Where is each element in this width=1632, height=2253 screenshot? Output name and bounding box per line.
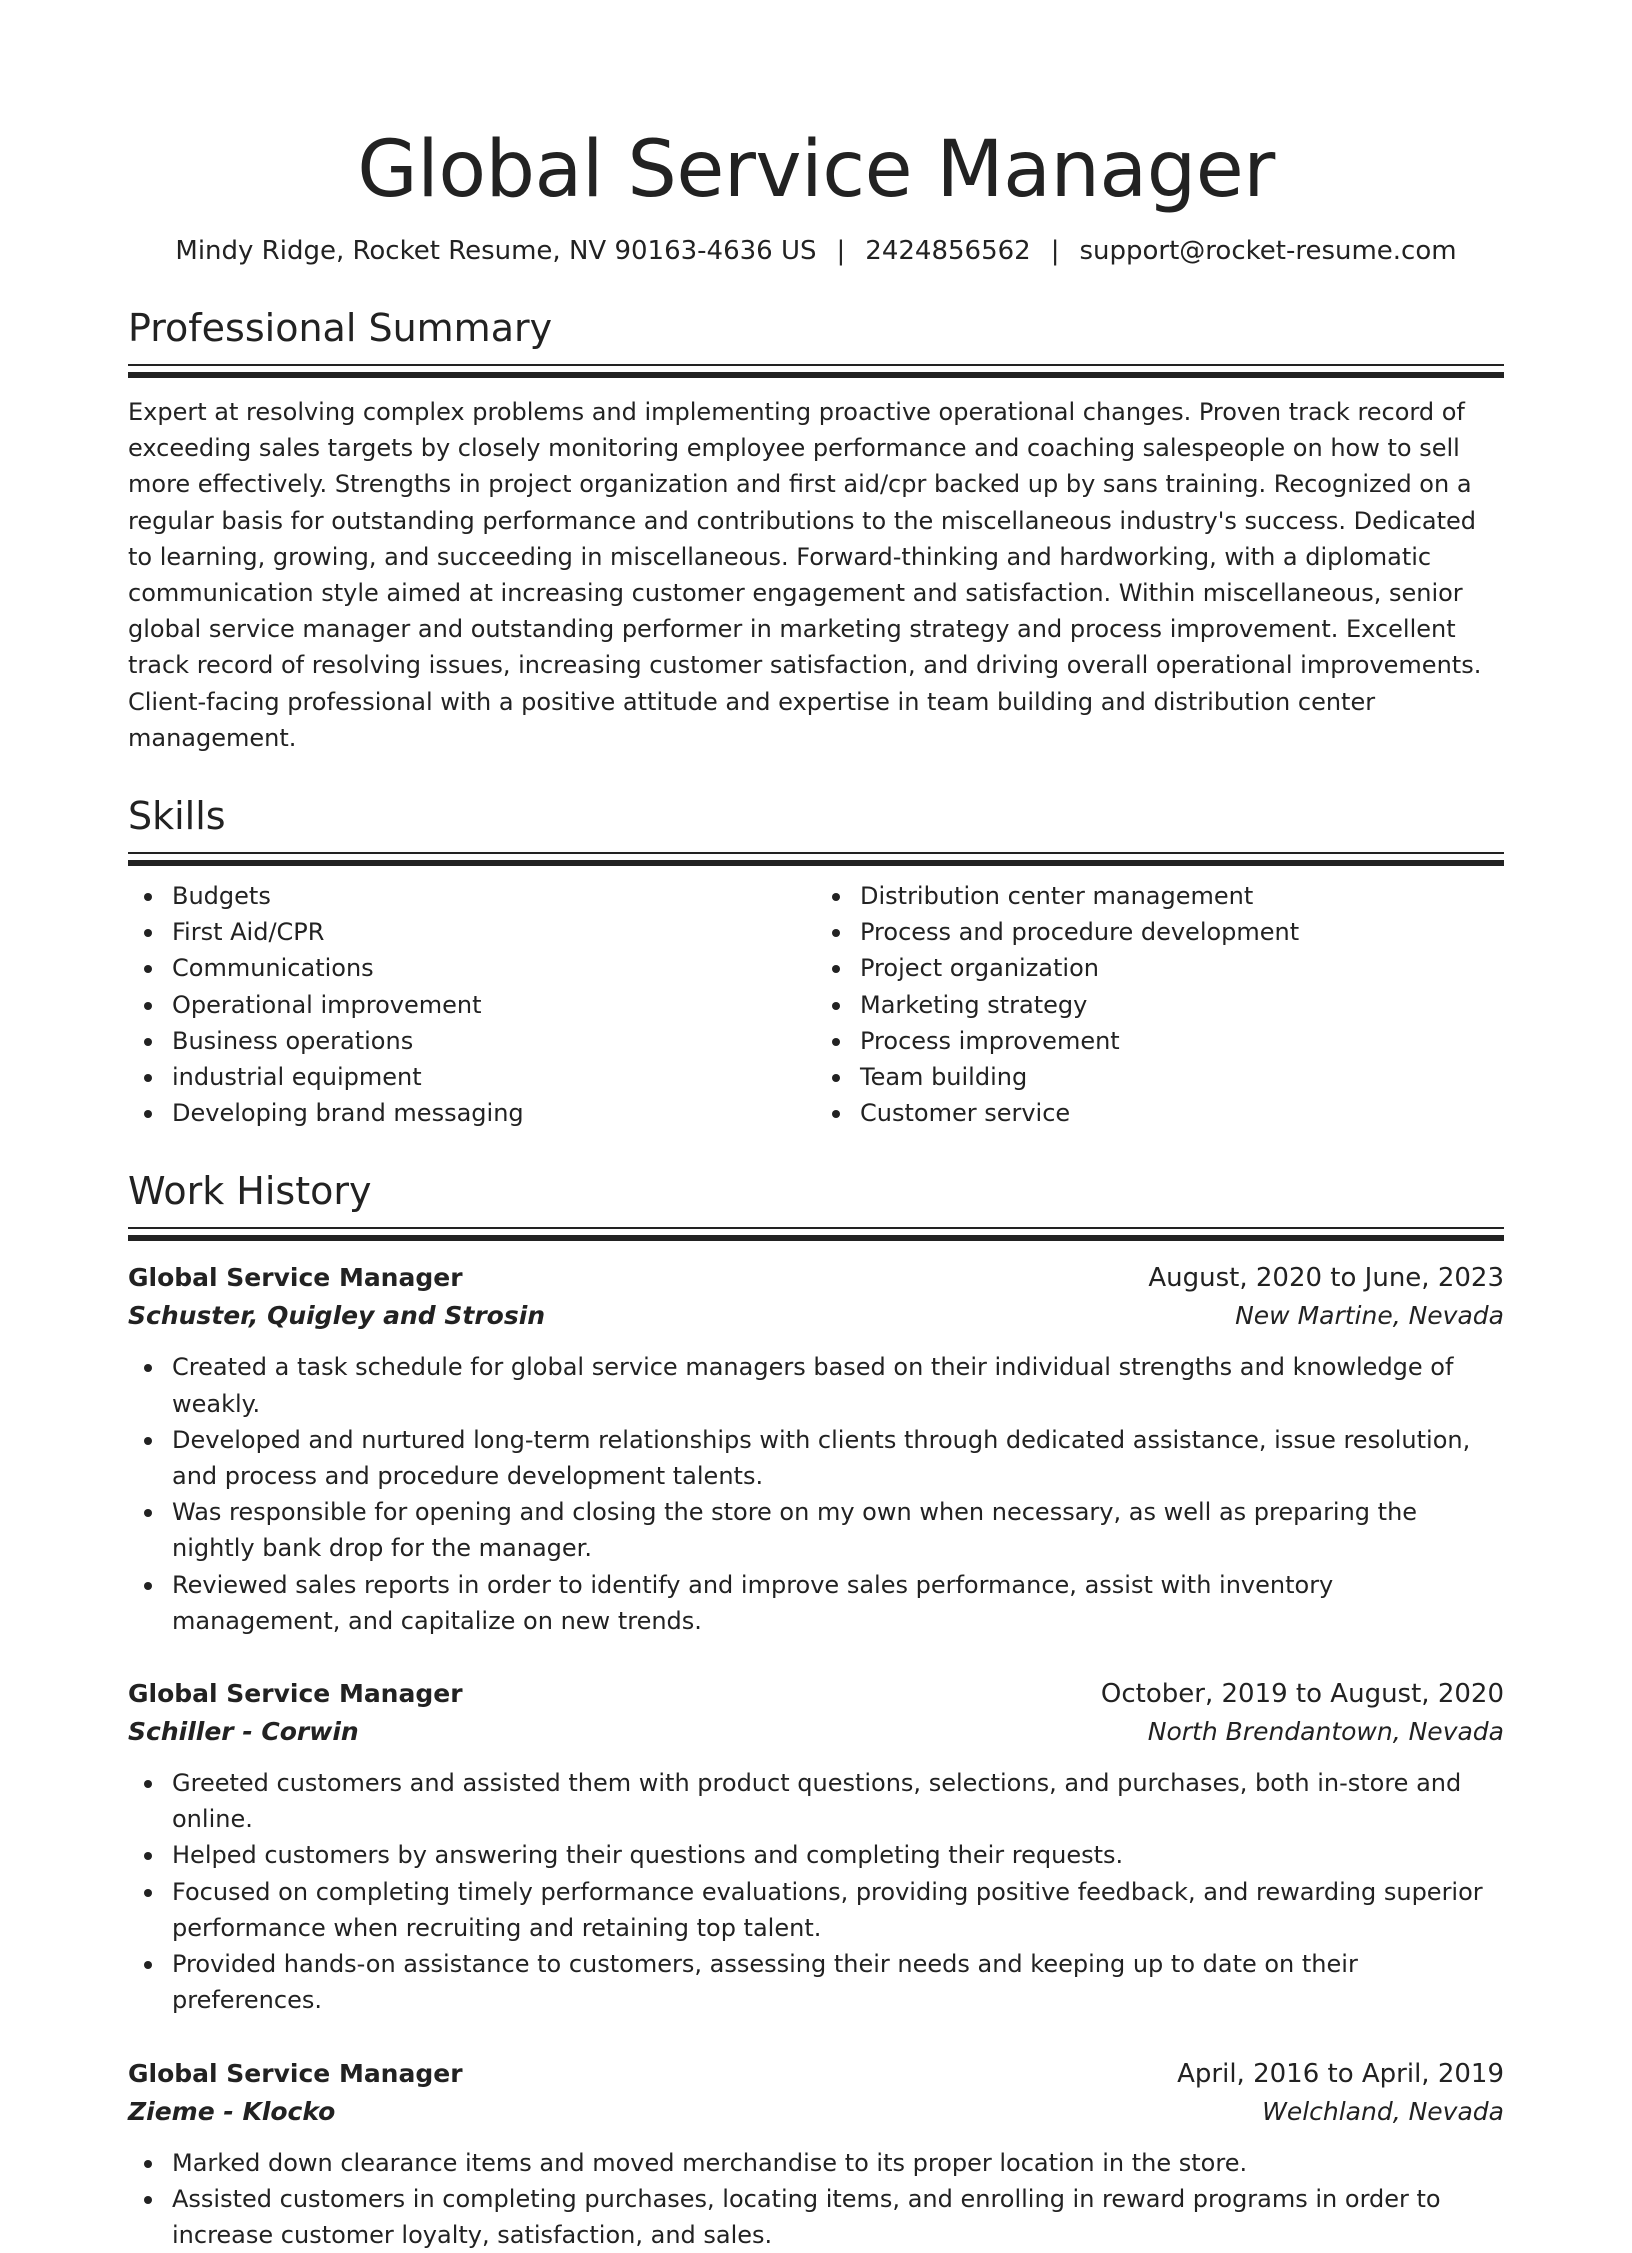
job-location: North Brendantown, Nevada <box>1148 1713 1504 1751</box>
job-bullet: Provided hands-on assistance to customers, assessing their needs and keeping up to date on their preferences. <box>128 1946 1504 2018</box>
job-bullets <box>128 2145 1504 2253</box>
skill-item: Project organization <box>816 950 1504 986</box>
skills-heading: Skills <box>128 792 1504 840</box>
skill-item: Communications <box>128 950 816 986</box>
skill-item: Customer service <box>816 1095 1504 1131</box>
work-history-heading: Work History <box>128 1167 1504 1215</box>
work-history-section <box>128 1167 1504 2253</box>
contact-separator: | <box>1031 234 1080 268</box>
contact-phone: 2424856562 <box>865 234 1030 268</box>
summary-text: Expert at resolving complex problems and implementing proactive operational changes. Proven track record of exceeding sales targets by closely monitoring employee performance and coaching salespeople on how to sell more effectively. Strengths in project organization and first aid/cpr backed up by sans training. Recognized on a regular basis for outstanding performance and contributions to the miscellaneous industry's success. Dedicated to learning, growing, and succeeding in miscellaneous. Forward-thinking and hardworking, with a diplomatic communication style aimed at increasing customer engagement and satisfaction. Within miscellaneous, senior global service manager and outstanding performer in marketing strategy and process improvement. Excellent track record of resolving issues, increasing customer satisfaction, and driving overall operational improvements. Client-facing professional with a positive attitude and expertise in team building and distribution center management. <box>128 394 1504 756</box>
skill-item: Process improvement <box>816 1023 1504 1059</box>
job-dates: April, 2016 to April, 2019 <box>1177 2055 1504 2093</box>
job-title: Global Service Manager <box>128 1259 463 1297</box>
skills-column-right <box>816 878 1504 1131</box>
contact-email: support@rocket-resume.com <box>1079 234 1456 268</box>
job-location: New Martine, Nevada <box>1235 1297 1504 1335</box>
section-divider <box>128 852 1504 866</box>
job-bullet: Focused on completing timely performance evaluations, providing positive feedback, and rewarding superior performance when recruiting and retaining top talent. <box>128 1874 1504 1946</box>
skill-item: industrial equipment <box>128 1059 816 1095</box>
job-bullet: Reviewed sales reports in order to identify and improve sales performance, assist with inventory management, and capitalize on new trends. <box>128 1567 1504 1639</box>
skill-item: Budgets <box>128 878 816 914</box>
job-bullets <box>128 1765 1504 2018</box>
skills-column-left <box>128 878 816 1131</box>
job-bullet: Greeted customers and assisted them with product questions, selections, and purchases, both in-store and online. <box>128 1765 1504 1837</box>
job-entry <box>128 1259 1504 1639</box>
section-divider <box>128 1227 1504 1241</box>
job-bullet: Developed and nurtured long-term relationships with clients through dedicated assistance, issue resolution, and process and procedure development talents. <box>128 1422 1504 1494</box>
job-title: Global Service Manager <box>128 2055 463 2093</box>
job-dates: August, 2020 to June, 2023 <box>1148 1259 1504 1297</box>
section-divider <box>128 364 1504 378</box>
summary-section <box>128 304 1504 756</box>
job-bullet: Helped customers by answering their questions and completing their requests. <box>128 1837 1504 1873</box>
contact-separator: | <box>817 234 866 268</box>
job-company: Zieme - Klocko <box>128 2093 335 2131</box>
resume-name: Global Service Manager <box>128 118 1504 222</box>
job-company: Schiller - Corwin <box>128 1713 359 1751</box>
skill-item: Developing brand messaging <box>128 1095 816 1131</box>
skill-item: Team building <box>816 1059 1504 1095</box>
job-bullet: Assisted customers in completing purchases, locating items, and enrolling in reward programs in order to increase customer loyalty, satisfaction, and sales. <box>128 2181 1504 2253</box>
job-bullet: Marked down clearance items and moved merchandise to its proper location in the store. <box>128 2145 1504 2181</box>
job-bullets <box>128 1349 1504 1639</box>
job-location: Welchland, Nevada <box>1262 2093 1504 2131</box>
skills-section <box>128 792 1504 1131</box>
job-bullet: Was responsible for opening and closing the store on my own when necessary, as well as preparing the nightly bank drop for the manager. <box>128 1494 1504 1566</box>
skill-item: Distribution center management <box>816 878 1504 914</box>
job-entry <box>128 1675 1504 2018</box>
skill-item: Business operations <box>128 1023 816 1059</box>
skill-item: Marketing strategy <box>816 987 1504 1023</box>
summary-heading: Professional Summary <box>128 304 1504 352</box>
job-entry <box>128 2055 1504 2253</box>
job-dates: October, 2019 to August, 2020 <box>1101 1675 1504 1713</box>
skill-item: First Aid/CPR <box>128 914 816 950</box>
resume-header <box>128 0 1504 268</box>
skill-item: Process and procedure development <box>816 914 1504 950</box>
skill-item: Operational improvement <box>128 987 816 1023</box>
contact-line <box>128 234 1504 268</box>
job-company: Schuster, Quigley and Strosin <box>128 1297 545 1335</box>
contact-address: Mindy Ridge, Rocket Resume, NV 90163-4636 US <box>175 234 816 268</box>
job-bullet: Created a task schedule for global service managers based on their individual strengths and knowledge of weakly. <box>128 1349 1504 1421</box>
job-title: Global Service Manager <box>128 1675 463 1713</box>
skills-columns <box>128 878 1504 1131</box>
